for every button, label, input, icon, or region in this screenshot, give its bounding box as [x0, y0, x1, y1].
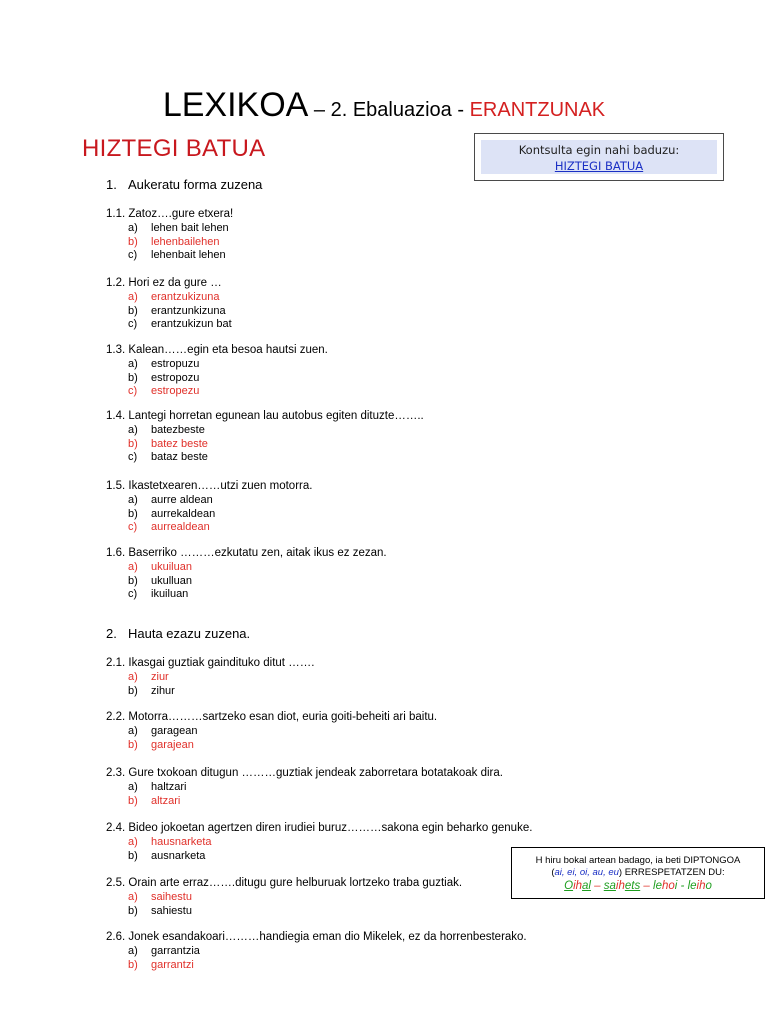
ex3-part-a: le: [653, 880, 662, 892]
consult-box-inner: [481, 140, 717, 174]
option-text: hausnarketa: [151, 836, 212, 848]
page-title: [0, 86, 768, 125]
answer-option: [128, 781, 186, 793]
option-letter: c): [128, 318, 138, 331]
option-text: garrantzi: [151, 958, 194, 971]
answer-option: [128, 358, 199, 370]
option-letter: a): [128, 945, 138, 957]
question-text: 2.6. Jonek esandakoari………handiegia eman dio Mikelek, ez da horrenbesterako.: [106, 931, 527, 943]
question-text: 1.6. Baserriko ………ezkutatu zen, aitak ikus ez zezan.: [106, 547, 387, 559]
option-letter: b): [128, 235, 138, 248]
ex3-part-c: i: [674, 880, 678, 892]
option-text: lehenbait lehen: [151, 249, 226, 262]
option-letter: a): [128, 561, 138, 573]
option-text: haltzari: [151, 781, 187, 793]
option-letter: b): [128, 738, 138, 751]
correct-answer-option: [128, 891, 192, 903]
section-number: 1.: [106, 177, 117, 192]
option-letter: b): [128, 507, 138, 520]
option-text: erantzukizuna: [151, 291, 220, 303]
option-text: ziur: [151, 671, 169, 683]
option-text: ukulluan: [151, 574, 192, 587]
option-letter: a): [128, 291, 138, 303]
note-sep-2: –: [640, 880, 654, 892]
ex4-part-a: le: [687, 880, 697, 892]
correct-answer-option: [128, 959, 194, 971]
question-text: 2.3. Gure txokoan ditugun ………guztiak jendeak zaborretara botatakoak dira.: [106, 767, 503, 779]
option-text: lehen bait lehen: [151, 222, 229, 234]
note-examples: [512, 880, 764, 892]
answer-option: [128, 424, 205, 436]
title-sep: – 2. Ebaluazioa -: [308, 99, 470, 121]
option-letter: c): [128, 588, 138, 601]
question-text: 1.4. Lantegi horretan egunean lau autobus egiten dituzte……..: [106, 410, 424, 422]
title-answers: ERANTZUNAK: [469, 99, 606, 121]
question-text: 1.1. Zatoz….gure etxera!: [106, 208, 234, 220]
note-sep-1: –: [590, 880, 604, 892]
note-paren-open: (: [551, 867, 555, 878]
option-text: erantzukizun bat: [151, 318, 232, 331]
option-text: ukuiluan: [151, 561, 192, 573]
option-letter: b): [128, 849, 138, 862]
page-subtitle: HIZTEGI BATUA: [82, 135, 266, 162]
consult-label: Kontsulta egin nahi baduzu:: [518, 143, 680, 157]
note-paren-close: ) ERRESPETATZEN DU:: [618, 867, 725, 878]
question-text: 1.5. Ikastetxearen……utzi zuen motorra.: [106, 480, 313, 492]
option-letter: a): [128, 781, 138, 793]
diphthong-note-box: [511, 847, 765, 899]
question-text: 2.2. Motorra………sartzeko esan diot, euria goiti-beheiti ari baitu.: [106, 711, 438, 723]
correct-answer-option: [128, 291, 220, 303]
option-letter: a): [128, 222, 138, 234]
correct-answer-option: [128, 521, 210, 533]
answer-option: [128, 905, 192, 917]
answer-option: [128, 575, 192, 587]
correct-answer-option: [128, 236, 220, 248]
option-text: garajean: [151, 738, 194, 751]
title-main: LEXIKOA: [162, 86, 309, 124]
option-letter: a): [128, 671, 138, 683]
answer-option: [128, 494, 213, 506]
option-letter: a): [128, 358, 138, 370]
consult-box: [474, 133, 724, 181]
answer-option: [128, 318, 232, 330]
option-letter: b): [128, 904, 138, 917]
question-text: 1.2. Hori ez da gure …: [106, 277, 222, 289]
option-text: ikuiluan: [151, 588, 189, 601]
option-letter: b): [128, 958, 138, 971]
option-text: estropozu: [151, 371, 200, 384]
correct-answer-option: [128, 385, 199, 397]
option-letter: b): [128, 574, 138, 587]
ex4-part-b: ih: [696, 880, 706, 892]
option-letter: b): [128, 684, 138, 697]
option-letter: c): [128, 249, 138, 262]
note-line-1: H hiru bokal artean badago, ia beti DIPTONGOA: [535, 855, 741, 866]
hiztegi-batua-link[interactable]: HIZTEGI BATUA: [554, 159, 644, 173]
answer-option: [128, 945, 200, 957]
option-text: lehenbailehen: [151, 235, 220, 248]
answer-option: [128, 685, 175, 697]
section-title: Aukeratu forma zuzena: [128, 177, 263, 192]
answer-option: [128, 588, 188, 600]
note-sep-3: -: [677, 880, 688, 892]
question-text: 2.4. Bideo jokoetan agertzen diren irudiei buruz………sakona egin beharko genuke.: [106, 822, 533, 834]
answer-option: [128, 305, 226, 317]
note-diphthongs: ai, ei, oi, au, eu: [554, 867, 619, 878]
option-text: garrantzia: [151, 945, 200, 957]
ex2-part-c: ets: [624, 880, 641, 892]
question-text: 1.3. Kalean……egin eta besoa hautsi zuen.: [106, 344, 328, 356]
option-text: garagean: [151, 725, 198, 737]
option-letter: b): [128, 437, 138, 450]
option-letter: c): [128, 521, 138, 534]
correct-answer-option: [128, 561, 192, 573]
question-text: 2.1. Ikasgai guztiak gaindituko ditut …….: [106, 657, 315, 669]
option-letter: a): [128, 494, 138, 506]
answer-option: [128, 249, 226, 261]
option-text: erantzunkizuna: [151, 304, 226, 317]
option-text: sahiestu: [151, 904, 192, 917]
correct-answer-option: [128, 438, 208, 450]
option-text: saihestu: [151, 891, 192, 903]
option-letter: a): [128, 725, 138, 737]
option-text: zihur: [151, 684, 175, 697]
answer-option: [128, 508, 215, 520]
option-letter: c): [128, 451, 138, 464]
section-number: 2.: [106, 626, 117, 641]
option-letter: c): [128, 385, 138, 398]
answer-option: [128, 451, 208, 463]
option-text: aurre aldean: [151, 494, 213, 506]
correct-answer-option: [128, 671, 169, 683]
section-heading: [106, 177, 262, 192]
section-title: Hauta ezazu zuzena.: [128, 626, 251, 641]
correct-answer-option: [128, 836, 212, 848]
option-text: altzari: [151, 794, 181, 807]
option-letter: a): [128, 836, 138, 848]
option-text: estropuzu: [151, 358, 200, 370]
option-letter: b): [128, 304, 138, 317]
ex4-part-c: o: [705, 880, 712, 892]
correct-answer-option: [128, 795, 180, 807]
option-letter: a): [128, 891, 138, 903]
option-text: batezbeste: [151, 424, 205, 436]
answer-option: [128, 222, 229, 234]
answer-option: [128, 372, 199, 384]
option-text: bataz beste: [151, 451, 208, 464]
option-text: aurrealdean: [151, 521, 210, 534]
ex2-part-a: sa: [603, 880, 616, 892]
ex3-part-b: ho: [661, 880, 675, 892]
option-text: batez beste: [151, 437, 208, 450]
answer-option: [128, 725, 198, 737]
ex1-part-a: O: [564, 880, 574, 892]
option-letter: b): [128, 371, 138, 384]
option-text: ausnarketa: [151, 849, 206, 862]
option-text: aurrekaldean: [151, 507, 216, 520]
ex1-part-b: ih: [573, 880, 583, 892]
answer-option: [128, 850, 205, 862]
question-text: 2.5. Orain arte erraz…….ditugu gure helburuak lortzeko traba guztiak.: [106, 877, 463, 889]
section-heading: [106, 626, 250, 641]
ex1-part-c: al: [582, 880, 591, 892]
correct-answer-option: [128, 739, 194, 751]
option-letter: a): [128, 424, 138, 436]
note-line-2: [512, 867, 764, 879]
option-letter: b): [128, 794, 138, 807]
option-text: estropezu: [151, 385, 200, 398]
ex2-part-b: ih: [615, 880, 625, 892]
